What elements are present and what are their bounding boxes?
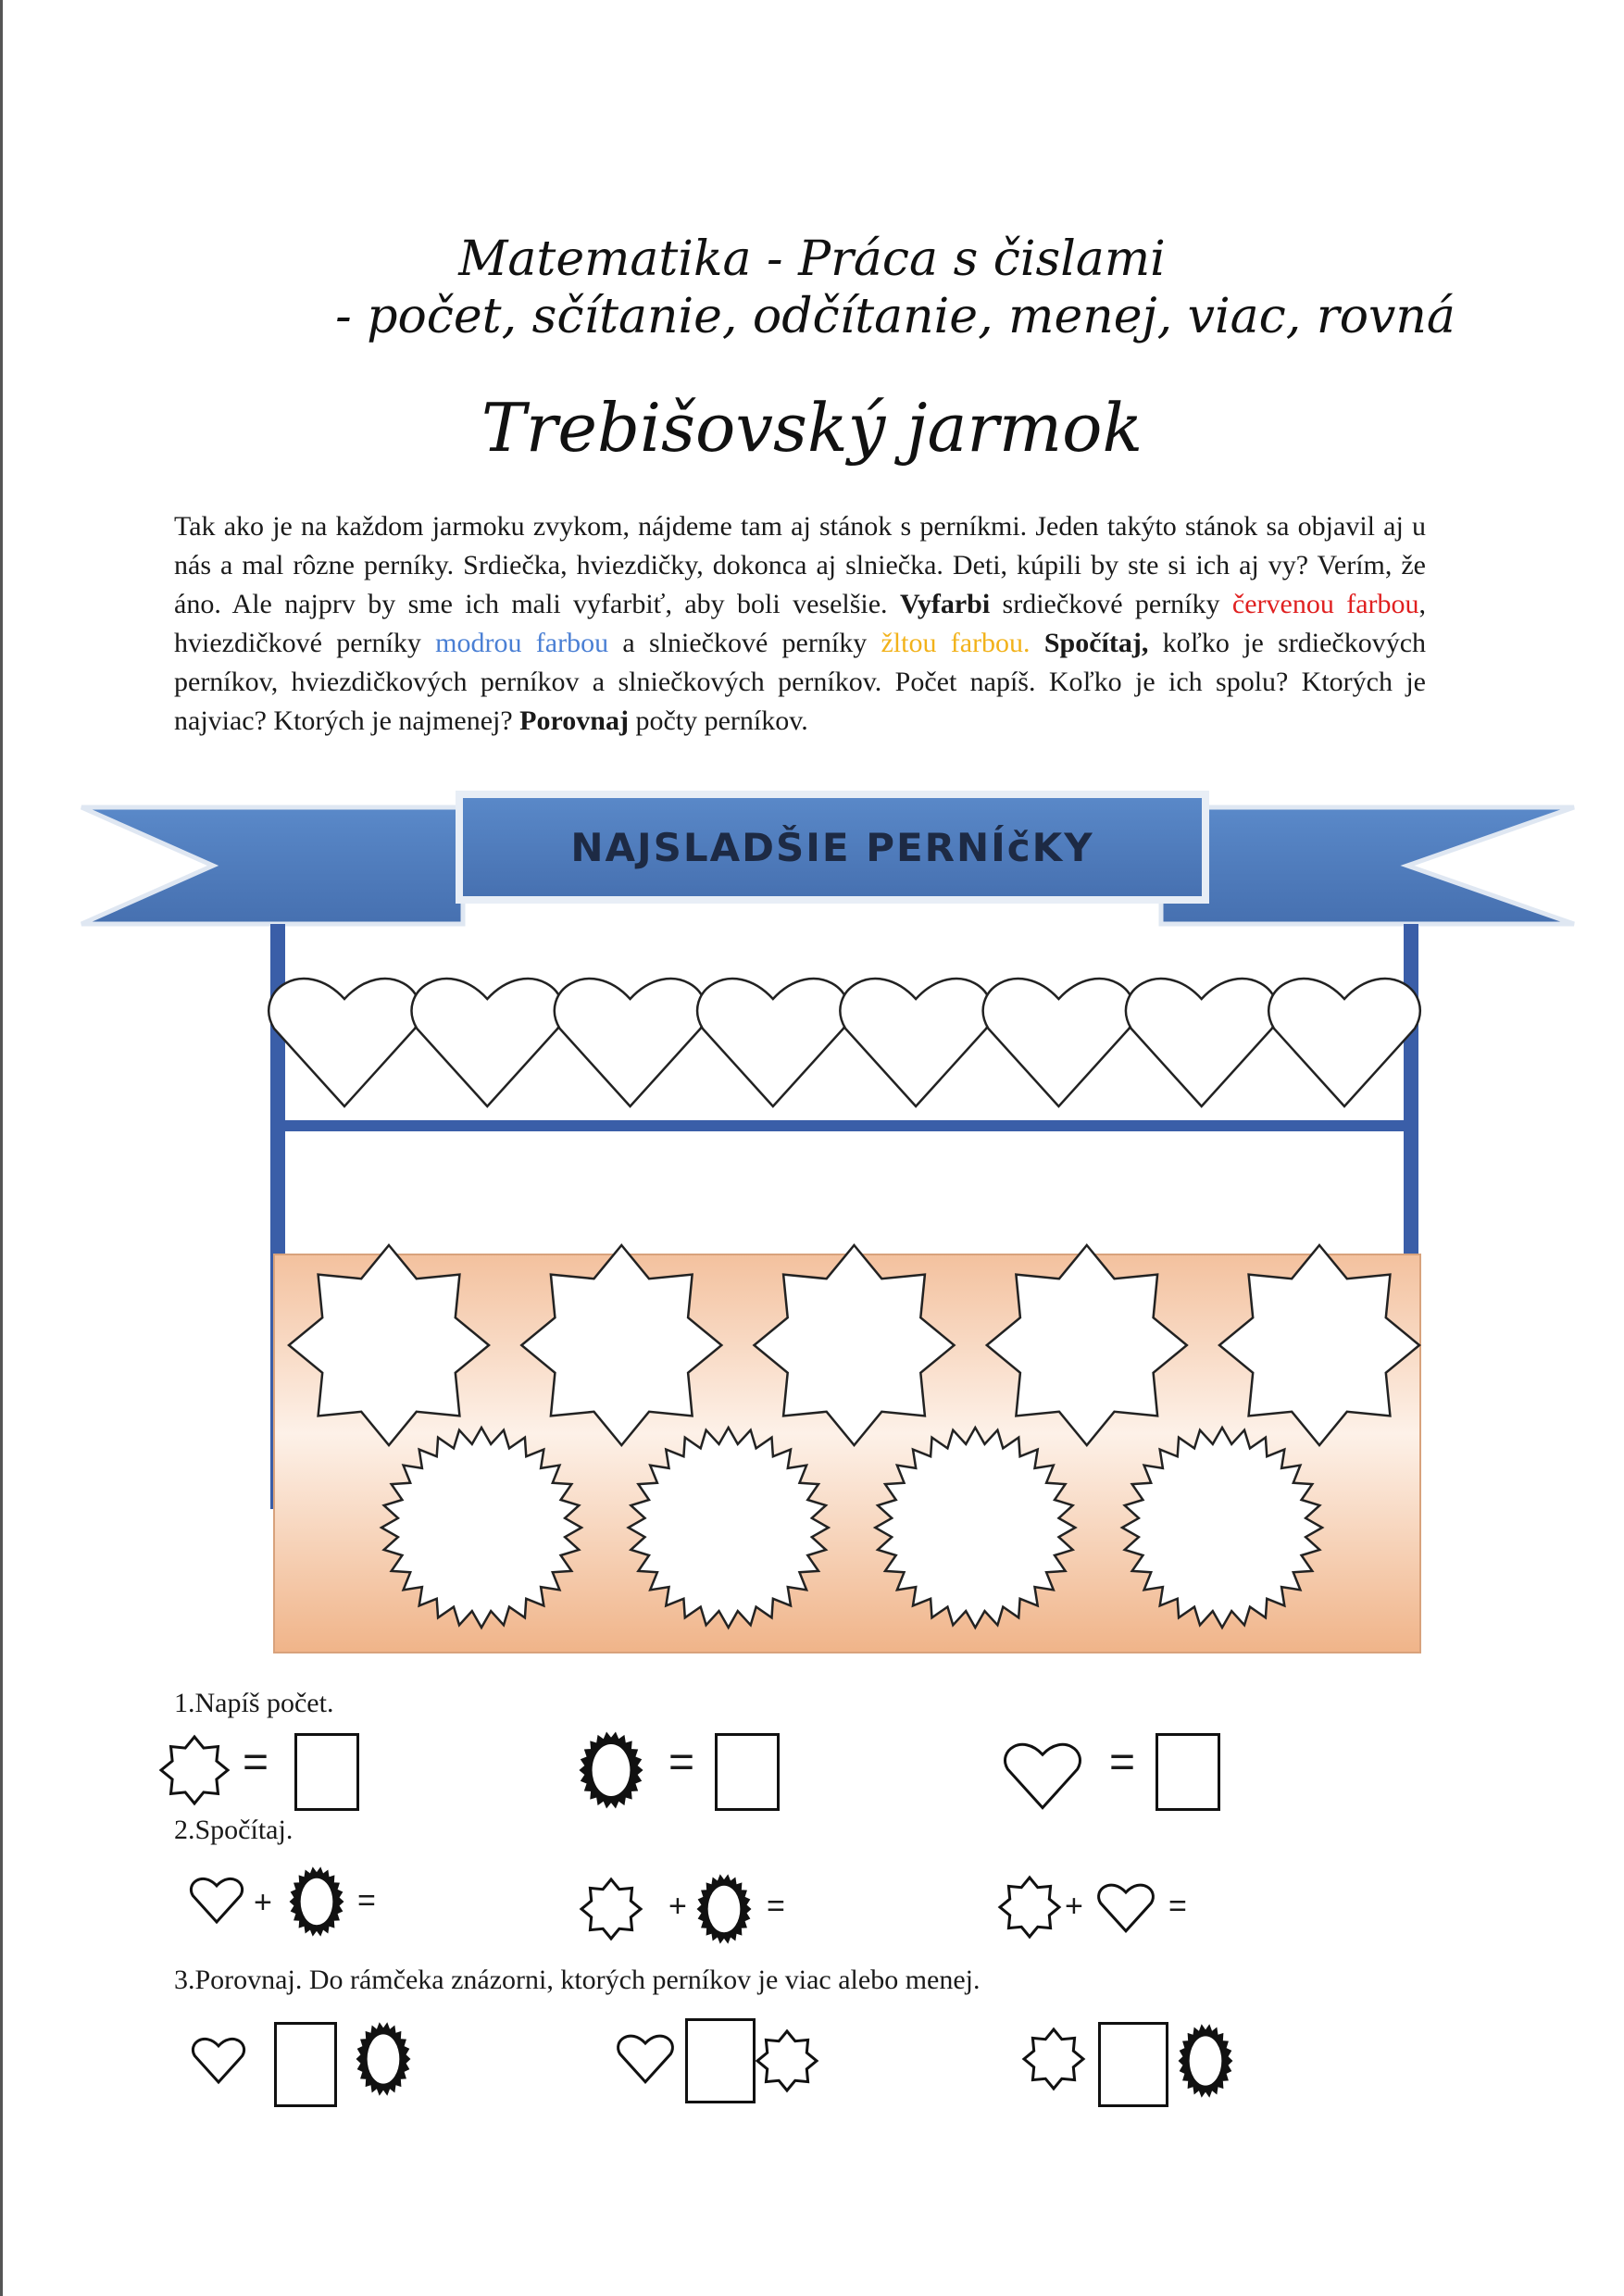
heart-cookie [983, 979, 1135, 1106]
main-title: Trebišovský jarmok [481, 389, 1143, 467]
stars-row [289, 1245, 1419, 1445]
intro-text-6: počty perníkov. [628, 705, 808, 736]
plus-sign: + [668, 1889, 687, 1924]
intro-porovnaj: Porovnaj [519, 705, 629, 736]
heart-cookie [555, 979, 706, 1106]
heart-icon [1094, 1876, 1157, 1933]
star-cookie [521, 1245, 721, 1445]
star-icon [754, 2028, 820, 2094]
sun-icon [696, 1874, 752, 1944]
answer-box-stars[interactable] [294, 1733, 359, 1811]
intro-yellow-color: žltou farbou. [881, 628, 1031, 658]
equals-sign: = [1168, 1889, 1187, 1924]
heart-cookie [697, 979, 849, 1106]
banner-left-tail [81, 807, 463, 924]
sun-icon [356, 2022, 415, 2096]
star-cookie [1219, 1245, 1419, 1445]
answer-box-suns[interactable] [715, 1733, 780, 1811]
star-icon [1022, 2026, 1087, 2090]
star-icon [581, 1878, 641, 1940]
answer-box-hearts[interactable] [1156, 1733, 1220, 1811]
heart-icon [189, 2029, 248, 2085]
intro-text-4: a slniečkové perníky [608, 628, 881, 658]
heart-icon [998, 1731, 1087, 1811]
equals-sign: = [1109, 1738, 1136, 1787]
heart-icon [615, 2026, 676, 2085]
heart-cookie [269, 979, 420, 1106]
star-cookie [755, 1245, 955, 1445]
sun-icon [579, 1731, 643, 1809]
heart-cookie [1126, 979, 1278, 1106]
compare-box-2[interactable] [685, 2018, 756, 2103]
heart-cookie [412, 979, 564, 1106]
task3-label: 3.Porovnaj. Do rámčeka znázorni, ktorých perníkov je viac alebo menej. [174, 1965, 981, 1995]
heart-cookie [1268, 979, 1420, 1106]
intro-text-1: Tak ako je na každom jarmoku zvykom, nájdeme tam aj stánok s perníkmi. Jeden takýto stánok sa objavil aj u nás a mal rôzne perníky. Srdiečka, hviezdičky, dokonca aj slniečka. Deti, kúpili by ste si ich aj vy? Verím, že áno. Ale najprv by sme ich mali vyfarbiť, aby boli veselšie. [174, 511, 1426, 619]
star-cookie [987, 1245, 1187, 1445]
stall-crossbar [278, 1120, 1411, 1131]
task2-label: 2.Spočítaj. [174, 1815, 294, 1845]
heart-icon [187, 1870, 246, 1924]
compare-box-3[interactable] [1098, 2022, 1168, 2107]
intro-spocitaj: Spočítaj, [1030, 628, 1149, 658]
intro-text-5: koľko je srdiečkových perníkov, hviezdičkových perníkov a slniečkových perníkov. Počet napíš. Koľko je ich spolu? Ktorých je najviac? Ktorých je najmenej? [174, 628, 1427, 736]
intro-vyfarbi: Vyfarbi [899, 589, 991, 619]
compare-box-1[interactable] [274, 2022, 337, 2107]
sun-icon [1176, 2022, 1235, 2100]
star-cookie [289, 1245, 489, 1445]
equals-sign: = [767, 1889, 785, 1924]
subject-title: Matematika - Práca s čislami [458, 231, 1166, 287]
plus-sign: + [1065, 1889, 1083, 1924]
intro-text-2: srdiečkové perníky [990, 589, 1232, 619]
plus-sign: + [254, 1885, 272, 1920]
star-icon [998, 1874, 1061, 1940]
heart-cookie [840, 979, 992, 1106]
intro-text-3: , hviezdičkové perníky [174, 589, 1427, 658]
hearts-row [269, 979, 1420, 1106]
banner-text: NAJSLADŠIE PERNÍčKY [570, 825, 1094, 870]
equals-sign: = [357, 1883, 376, 1918]
subject-subtitle: - počet, sčítanie, odčítanie, menej, viac, rovná [335, 289, 1455, 344]
equals-sign: = [668, 1738, 695, 1787]
star-icon [161, 1733, 228, 1807]
intro-red-color: červenou farbou [1231, 589, 1419, 619]
banner-right-tail [1161, 807, 1574, 924]
task1-label: 1.Napíš počet. [174, 1688, 334, 1718]
sun-icon [289, 1866, 344, 1937]
equals-sign: = [243, 1738, 269, 1787]
intro-blue-color: modrou farbou [435, 628, 609, 658]
